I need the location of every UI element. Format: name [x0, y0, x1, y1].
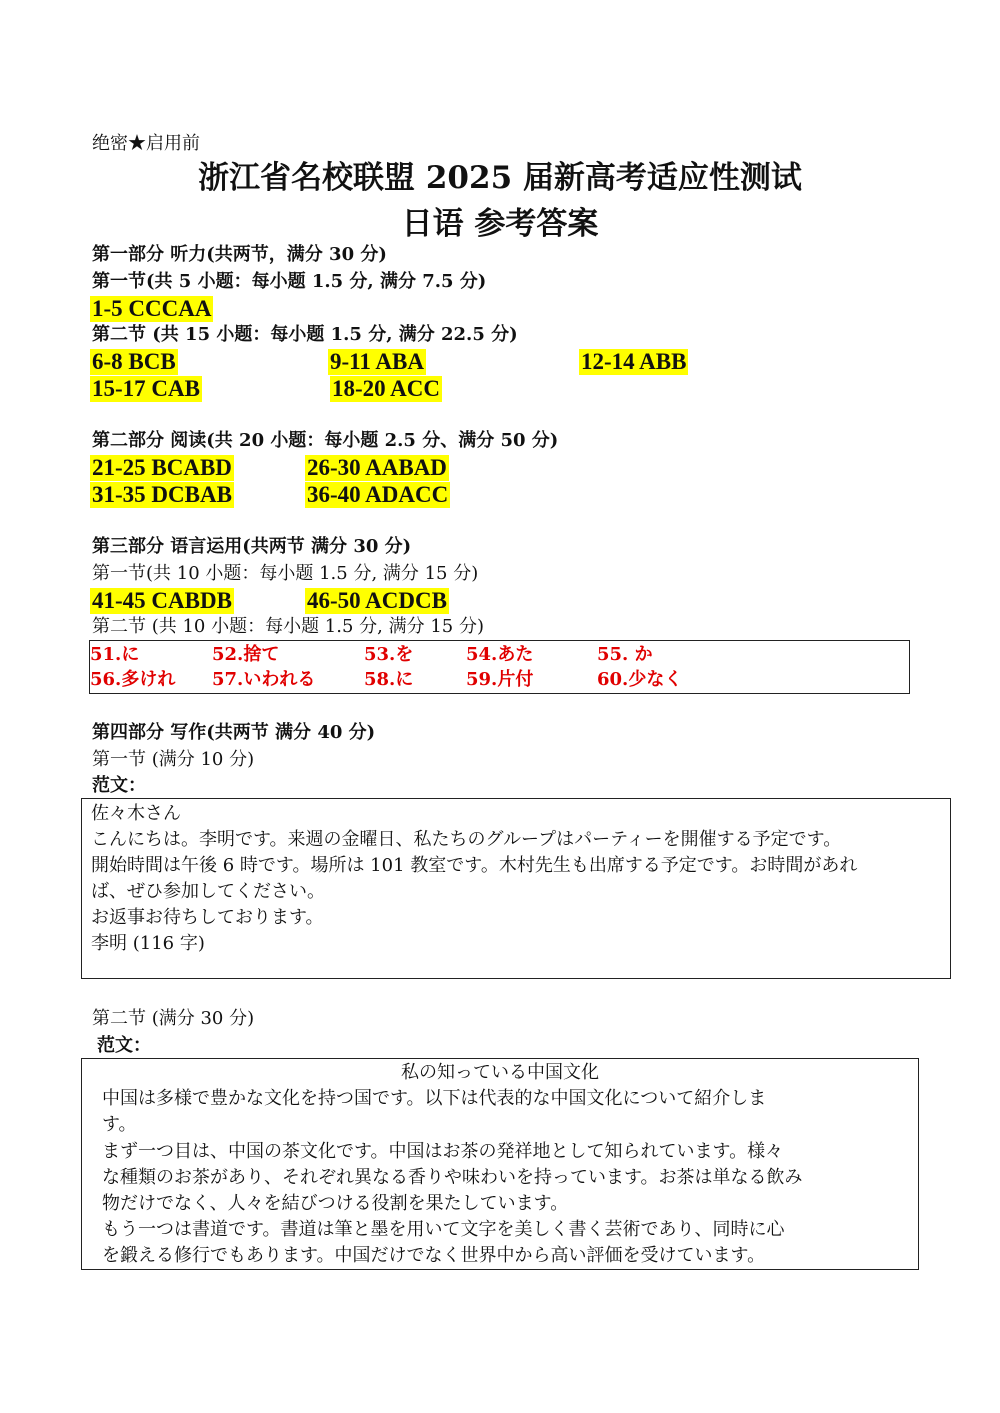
essay2-line: 中国は多様で豊かな文化を持つ国です。以下は代表的な中国文化について紹介しま: [102, 1088, 767, 1109]
answer-46-50: 46-50 ACDCB: [307, 588, 447, 613]
answer-53: 53.を: [364, 644, 414, 665]
part2-heading: 第二部分 阅读(共 20 小题：每小题 2.5 分、满分 50 分): [92, 430, 559, 451]
essay1-line: 李明 (116 字): [91, 933, 205, 954]
answer-15-17: 15-17 CAB: [92, 376, 200, 401]
answer-26-30: 26-30 AABAD: [307, 455, 447, 480]
answer-36-40: 36-40 ADACC: [307, 482, 449, 507]
essay2-line: まず一つ目は、中国の茶文化です。中国はお茶の発祥地として知られています。様々: [102, 1141, 784, 1162]
essay2-line: を鍛える修行でもあります。中国だけでなく世界中から高い評価を受けています。: [102, 1245, 766, 1266]
answer-6-8: 6-8 BCB: [92, 349, 176, 374]
part1-sec1-heading: 第一节(共 5 小题：每小题 1.5 分, 满分 7.5 分): [92, 271, 487, 292]
answer-1-5: 1-5 CCCAA: [92, 296, 212, 321]
essay1-line: 佐々木さん: [91, 803, 181, 824]
essay2-line: もう一つは書道です。書道は筆と墨を用いて文字を美しく書く芸術であり、同時に心: [102, 1219, 785, 1240]
part3-heading: 第三部分 语言运用(共两节 满分 30 分): [92, 536, 412, 557]
part3-sec2-heading: 第二节 (共 10 小题：每小题 1.5 分, 满分 15 分): [92, 616, 484, 637]
answer-9-11: 9-11 ABA: [330, 349, 424, 374]
answer-55: 55. か: [597, 644, 653, 665]
answer-54: 54.あた: [466, 644, 534, 665]
confidential-label: 绝密★启用前: [92, 133, 200, 154]
sample-label-2: 范文：: [97, 1035, 151, 1056]
essay1-line: 開始時間は午後 6 時です。場所は 101 教室です。木村先生も出席する予定です。お時間があれ: [91, 855, 858, 876]
answer-12-14: 12-14 ABB: [581, 349, 687, 374]
part4-sec2-heading: 第二节 (满分 30 分): [92, 1008, 255, 1029]
answer-56: 56.多けれ: [90, 669, 176, 690]
answer-57: 57.いわれる: [212, 669, 316, 690]
answer-41-45: 41-45 CABDB: [92, 588, 232, 613]
answer-31-35: 31-35 DCBAB: [92, 482, 232, 507]
answer-60: 60.少なく: [597, 669, 683, 690]
essay1-line: ば、ぜひ参加してください。: [91, 881, 325, 902]
part3-sec1-heading: 第一节(共 10 小题：每小题 1.5 分, 满分 15 分): [92, 563, 479, 584]
essay2-line: な種類のお茶があり、それぞれ異なる香りや味わいを持っています。お茶は単なる飲み: [102, 1167, 803, 1188]
answer-58: 58.に: [364, 669, 414, 690]
part4-sec1-heading: 第一节 (满分 10 分): [92, 749, 255, 770]
part1-sec2-heading: 第二节 (共 15 小题：每小题 1.5 分, 满分 22.5 分): [92, 324, 518, 345]
document-subtitle: 日语 参考答案: [401, 206, 599, 242]
answer-18-20: 18-20 ACC: [332, 376, 440, 401]
answer-51: 51.に: [90, 644, 140, 665]
answer-52: 52.捨て: [212, 644, 280, 665]
part4-heading: 第四部分 写作(共两节 满分 40 分): [92, 722, 376, 743]
essay1-line: こんにちは。李明です。来週の金曜日、私たちのグループはパーティーを開催する予定です。: [91, 829, 842, 850]
answer-59: 59.片付: [466, 669, 534, 690]
essay1-line: お返事お待ちしております。: [91, 907, 324, 928]
fill-in-answers-box: [89, 640, 910, 694]
document-title: 浙江省名校联盟 2025 届新高考适应性测试: [198, 160, 802, 196]
essay2-line: 物だけでなく、人々を結びつける役割を果たしています。: [102, 1193, 569, 1214]
essay2-box: [81, 1058, 919, 1270]
part1-heading: 第一部分 听力(共两节，满分 30 分): [92, 244, 387, 265]
answer-21-25: 21-25 BCABD: [92, 455, 232, 480]
essay2-line: す。: [102, 1114, 137, 1135]
essay1-box: [81, 798, 951, 979]
essay2-title: 私の知っている中国文化: [401, 1062, 599, 1083]
sample-label: 范文：: [92, 775, 146, 796]
